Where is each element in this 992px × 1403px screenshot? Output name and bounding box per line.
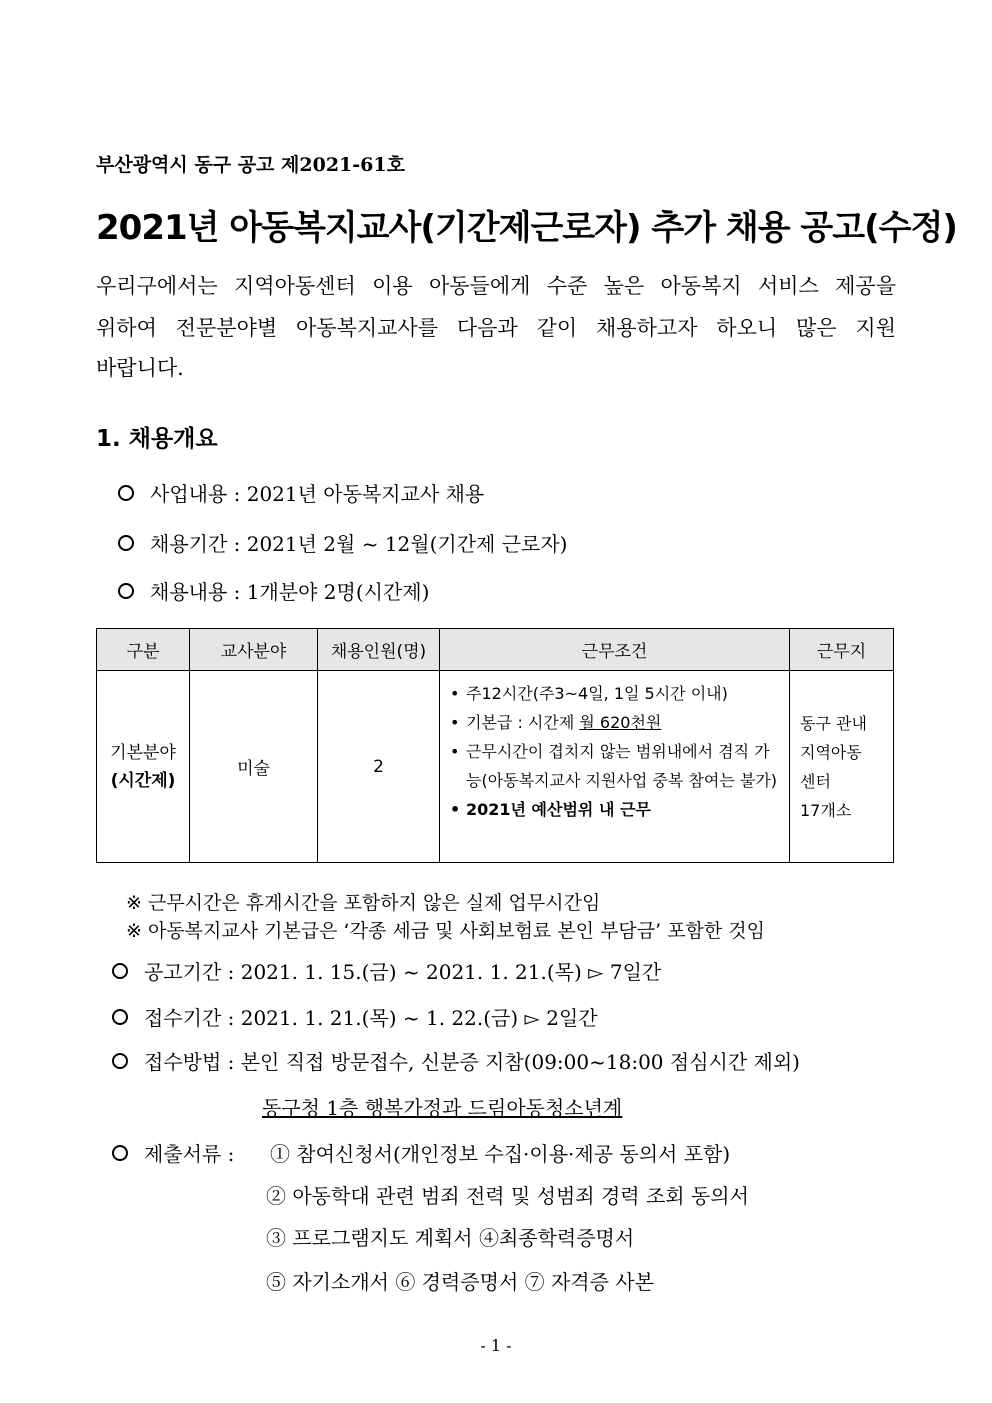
- document-item: ③ 프로그램지도 계획서 ④최종학력증명서: [266, 1226, 635, 1250]
- document-item: ② 아동학대 관련 범죄 전력 및 성범죄 경력 조회 동의서: [266, 1184, 749, 1208]
- circle-bullet-icon: [118, 485, 134, 501]
- dot-bullet-icon: •: [450, 742, 460, 761]
- note-work-hours: ※ 근무시간은 휴게시간을 포함하지 않은 실제 업무시간임: [126, 892, 601, 914]
- dot-bullet-icon: •: [450, 800, 461, 819]
- dot-bullet-icon: •: [450, 684, 460, 703]
- cell-conditions: [440, 671, 790, 863]
- circle-bullet-icon: [118, 583, 134, 599]
- condition-item: [450, 679, 781, 708]
- circle-bullet-icon: [112, 1145, 128, 1161]
- section-heading: 1. 채용개요: [96, 426, 218, 452]
- cell-field: 미술: [190, 671, 318, 863]
- document-item: ⑤ 자기소개서 ⑥ 경력증명서 ⑦ 자격증 사본: [266, 1270, 654, 1294]
- circle-bullet-icon: [118, 535, 134, 551]
- overview-item-label: 채용내용 : 1개분야 2명(시간제): [150, 580, 430, 604]
- documents-label-line: [112, 1138, 234, 1167]
- category-line-1: 기본분야: [110, 742, 176, 763]
- dot-bullet-icon: •: [450, 713, 460, 732]
- notice-number: 부산광역시 동구 공고 제2021-61호: [96, 154, 405, 176]
- page-number: - 1 -: [480, 1336, 512, 1355]
- condition-text: 근무시간이 겹치지 않는 범위내에서 겸직 가능(아동복지교사 지원사업 중복 참여는 불가): [466, 742, 778, 790]
- location-line: 지역아동: [800, 742, 862, 762]
- recruitment-table: [96, 628, 894, 863]
- schedule-method: [112, 1046, 800, 1075]
- schedule-receipt: [112, 1002, 598, 1031]
- overview-item-period: [118, 528, 567, 557]
- intro-line-2: 위하여 전문분야별 아동복지교사를 다음과 같이 채용하고자 하오니 많은 지원: [96, 316, 896, 340]
- schedule-text: 접수기간 : 2021. 1. 21.(목) ~ 1. 22.(금) ▻ 2일간: [144, 1006, 598, 1030]
- method-place: 동구청 1층 행복가정과 드림아동청소년계: [262, 1096, 623, 1120]
- documents-label: 제출서류 :: [144, 1142, 235, 1166]
- schedule-text: 접수방법 : 본인 직접 방문접수, 신분증 지참(09:00~18:00 점심시간 제외): [144, 1050, 800, 1074]
- document-item: ① 참여신청서(개인정보 수집·이용·제공 동의서 포함): [270, 1142, 731, 1166]
- cell-category: [97, 671, 190, 863]
- condition-text: 주12시간(주3~4일, 1일 5시간 이내): [466, 684, 728, 703]
- location-line: 센터: [800, 771, 831, 791]
- table-header-row: [97, 629, 894, 671]
- location-line: 동구 관내: [800, 713, 867, 733]
- condition-item: [450, 737, 781, 795]
- note-base-pay: ※ 아동복지교사 기본급은 ‘각종 세금 및 사회보험료 본인 부담금’ 포함한 것임: [126, 920, 766, 942]
- cell-location: [790, 671, 894, 863]
- intro-line-3: 바랍니다.: [96, 356, 184, 380]
- header-field: 교사분야: [190, 629, 318, 671]
- salary-amount: 월 620천원: [579, 713, 662, 732]
- circle-bullet-icon: [112, 1009, 128, 1025]
- header-count: 채용인원(명): [318, 629, 440, 671]
- overview-item-business: [118, 478, 484, 507]
- header-conditions: 근무조건: [440, 629, 790, 671]
- condition-text: 기본급 : 시간제 월 620천원: [466, 713, 662, 732]
- schedule-text: 공고기간 : 2021. 1. 15.(금) ~ 2021. 1. 21.(목) ▻ 7일간: [144, 960, 662, 984]
- schedule-announce: [112, 956, 661, 985]
- document-title: 2021년 아동복지교사(기간제근로자) 추가 채용 공고(수정): [96, 208, 957, 248]
- circle-bullet-icon: [112, 963, 128, 979]
- cell-count: 2: [318, 671, 440, 863]
- header-location: 근무지: [790, 629, 894, 671]
- condition-item: [450, 795, 781, 824]
- condition-text: 2021년 예산범위 내 근무: [466, 800, 651, 819]
- overview-item-label: 사업내용 : 2021년 아동복지교사 채용: [150, 482, 485, 506]
- overview-item-label: 채용기간 : 2021년 2월 ~ 12월(기간제 근로자): [150, 532, 568, 556]
- category-line-2: (시간제): [110, 770, 176, 791]
- circle-bullet-icon: [112, 1053, 128, 1069]
- table-row: [97, 671, 894, 863]
- condition-item: [450, 708, 781, 737]
- header-category: 구분: [97, 629, 190, 671]
- location-line: 17개소: [800, 800, 852, 820]
- intro-line-1: 우리구에서는 지역아동센터 이용 아동들에게 수준 높은 아동복지 서비스 제공을: [96, 274, 896, 298]
- overview-item-content: [118, 576, 429, 605]
